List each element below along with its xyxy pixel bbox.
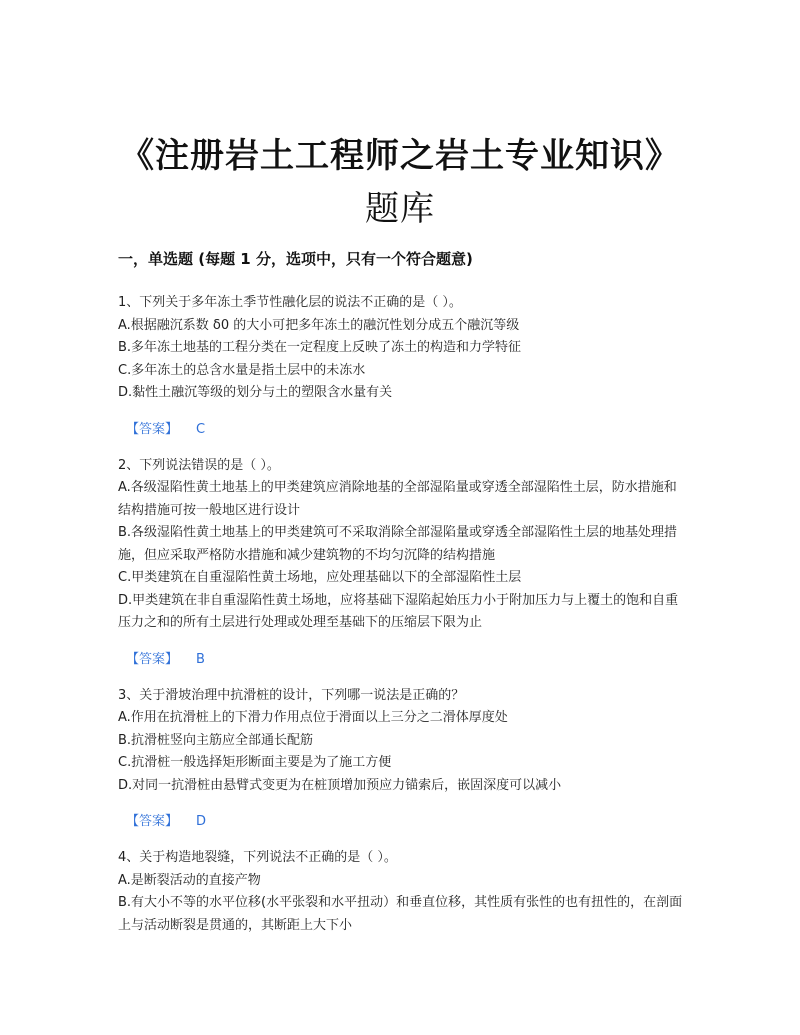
document-title-line1: 《注册岩土工程师之岩土专业知识》 (120, 135, 680, 176)
question-list (118, 292, 688, 937)
question-stem: 1、下列关于多年冻土季节性融化层的说法不正确的是（ ）。 (118, 295, 462, 310)
option-c: C.多年冻土的总含水量是指土层中的未冻水 (118, 362, 366, 378)
option-d: D.甲类建筑在非自重湿陷性黄土场地，应将基础下湿陷起始压力小于附加压力与上覆土的饱和自重压力之和的所有土层进行处理或处理至基础下的压缩层下限为止 (118, 592, 679, 630)
option-a: A.作用在抗滑桩上的下滑力作用点位于滑面以上三分之二滑体厚度处 (118, 710, 508, 725)
document-title (60, 131, 740, 234)
answer-value: D (196, 814, 207, 829)
question-4 (118, 847, 688, 937)
option-b: B.各级湿陷性黄土地基上的甲类建筑可不采取消除全部湿陷量或穿透全部湿陷性土层的地基处理措施，但应采取严格防水措施和减少建筑物的不均匀沉降的结构措施 (118, 525, 678, 563)
option-a: A.各级湿陷性黄土地基上的甲类建筑应消除地基的全部湿陷量或穿透全部湿陷性土层，防水措施和结构措施可按一般地区进行设计 (118, 480, 677, 518)
question-2 (118, 455, 688, 671)
option-d: D.黏性土融沉等级的划分与土的塑限含水量有关 (118, 385, 393, 400)
answer-line (126, 811, 688, 833)
answer-label: 【答案】 (126, 421, 179, 437)
option-a: A.根据融沉系数 δ0 的大小可把多年冻土的融沉性划分成五个融沉等级 (118, 317, 520, 333)
question-stem: 2、下列说法错误的是（ ）。 (118, 457, 280, 473)
option-a: A.是断裂活动的直接产物 (118, 872, 261, 888)
question-stem: 3、关于滑坡治理中抗滑桩的设计，下列哪一说法是正确的？ (118, 687, 465, 703)
answer-line (126, 649, 688, 671)
option-b: B.有大小不等的水平位移(水平张裂和水平扭动）和垂直位移，其性质有张性的也有扭性的，在剖面上与活动断裂是贯通的，其断距上大下小 (118, 895, 683, 933)
document-title-line2: 题库 (365, 188, 435, 229)
section-heading: 一，单选题 (每题 1 分，选项中，只有一个符合题意) (118, 250, 473, 268)
answer-label: 【答案】 (126, 651, 179, 667)
option-c: C.甲类建筑在自重湿陷性黄土场地，应处理基础以下的全部湿陷性土层 (118, 570, 522, 585)
question-stem: 4、关于构造地裂缝，下列说法不正确的是（ ）。 (118, 850, 397, 865)
option-b: B.抗滑桩竖向主筋应全部通长配筋 (118, 732, 314, 748)
option-c: C.抗滑桩一般选择矩形断面主要是为了施工方便 (118, 755, 392, 770)
option-d: D.对同一抗滑桩由悬臂式变更为在桩顶增加预应力锚索后，嵌固深度可以减小 (118, 777, 562, 793)
answer-value: C (196, 421, 206, 437)
question-3 (118, 685, 688, 834)
answer-line (126, 419, 688, 441)
answer-value: B (196, 651, 205, 667)
question-1 (118, 292, 688, 441)
answer-label: 【答案】 (126, 814, 179, 829)
option-b: B.多年冻土地基的工程分类在一定程度上反映了冻土的构造和力学特征 (118, 340, 522, 355)
